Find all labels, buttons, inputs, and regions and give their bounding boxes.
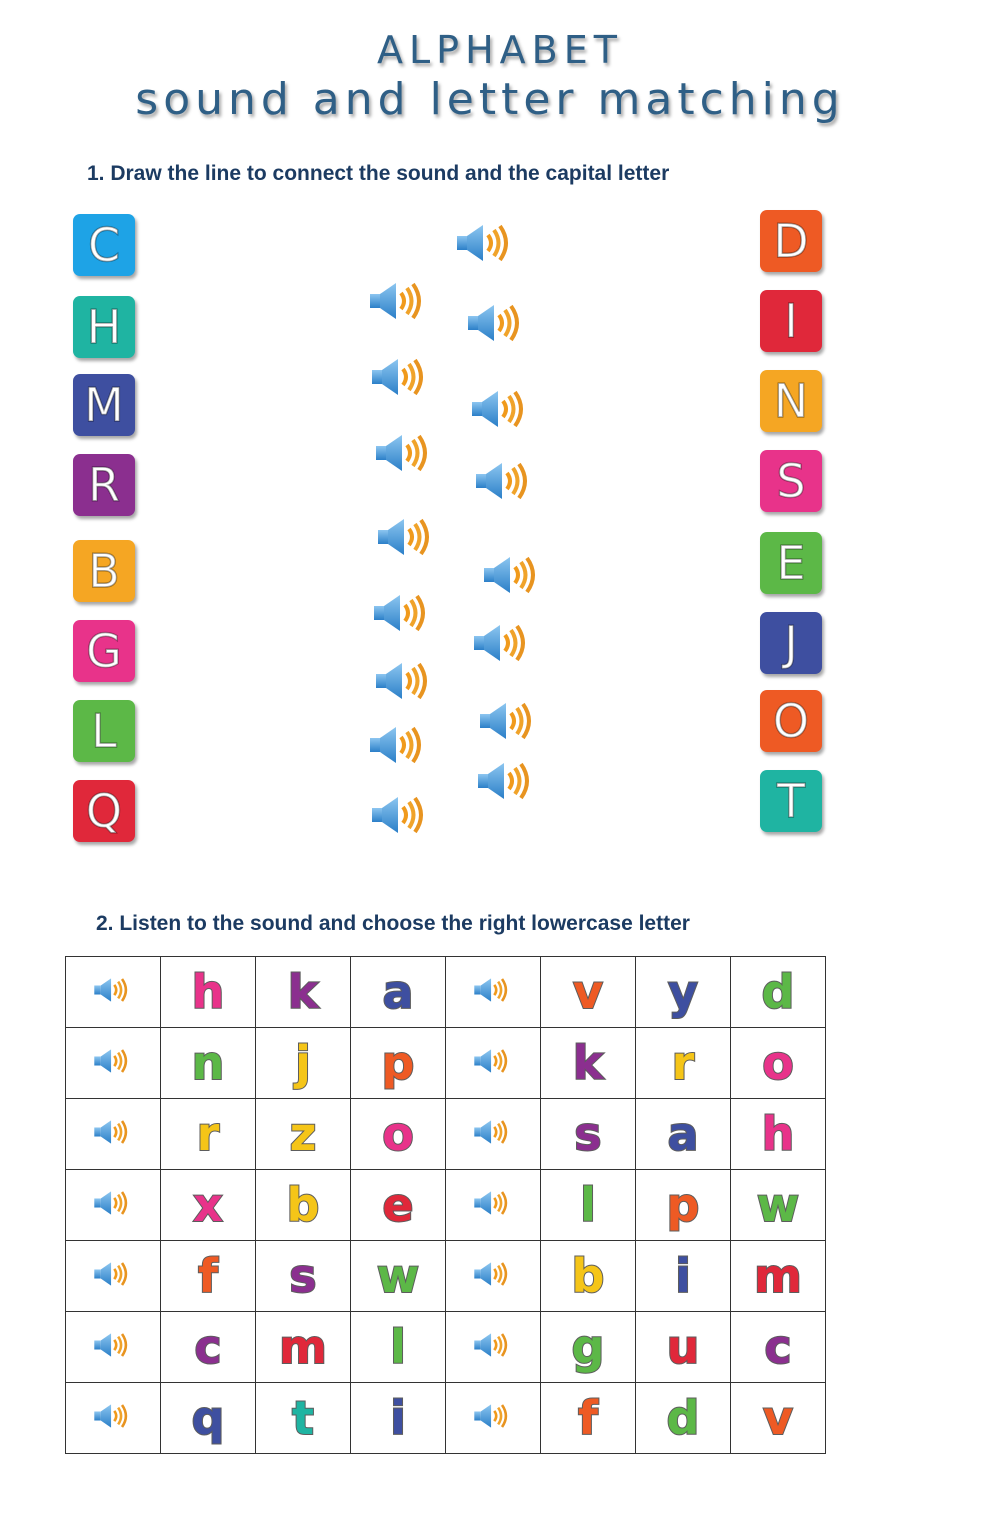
title-line1: ALPHABET (377, 28, 623, 72)
letter-option[interactable]: a (382, 965, 414, 1019)
letter-option[interactable]: b (571, 1249, 605, 1303)
letter-option[interactable]: a (667, 1107, 699, 1161)
speaker-icon[interactable] (66, 957, 161, 1028)
grid-cell[interactable] (351, 1312, 446, 1383)
letter-option[interactable]: k (572, 1036, 604, 1090)
letter-option[interactable]: p (666, 1178, 700, 1232)
tile-t[interactable]: T (760, 770, 822, 832)
speaker-icon[interactable] (370, 794, 432, 836)
grid-cell[interactable] (541, 1170, 636, 1241)
grid-cell[interactable] (161, 1099, 256, 1170)
speaker-icon[interactable] (446, 1312, 541, 1383)
speaker-icon[interactable] (368, 724, 430, 766)
grid-cell[interactable] (161, 957, 256, 1028)
grid-cell[interactable] (636, 1099, 731, 1170)
letter-option[interactable]: m (754, 1249, 802, 1303)
grid-cell[interactable] (351, 1099, 446, 1170)
grid-cell[interactable] (161, 1241, 256, 1312)
grid-cell[interactable] (731, 1312, 826, 1383)
grid-cell[interactable] (541, 1312, 636, 1383)
tile-s[interactable]: S (760, 450, 822, 512)
grid-cell[interactable] (731, 1099, 826, 1170)
title-line2: sound and letter matching (135, 74, 845, 125)
letter-option[interactable]: g (571, 1320, 605, 1374)
grid-cell[interactable] (731, 957, 826, 1028)
speaker-icon[interactable] (372, 592, 434, 634)
grid-row (66, 1099, 826, 1170)
letter-option[interactable]: v (763, 1391, 793, 1445)
letter-option[interactable]: s (574, 1107, 602, 1161)
letter-option[interactable]: o (762, 1036, 794, 1090)
grid-cell[interactable] (541, 1241, 636, 1312)
grid-row (66, 1383, 826, 1454)
grid-cell[interactable] (256, 1028, 351, 1099)
speaker-icon[interactable] (466, 302, 528, 344)
tile-g[interactable]: G (73, 620, 135, 682)
letter-option[interactable]: d (666, 1391, 700, 1445)
letter-option[interactable]: s (289, 1249, 317, 1303)
grid-cell[interactable] (636, 1312, 731, 1383)
speaker-icon[interactable] (482, 554, 544, 596)
speaker-icon[interactable] (476, 760, 538, 802)
letter-option[interactable]: f (197, 1249, 218, 1303)
grid-cell[interactable] (351, 1028, 446, 1099)
letter-option[interactable]: o (382, 1107, 414, 1161)
letter-option[interactable]: f (577, 1391, 598, 1445)
speaker-icon[interactable] (478, 700, 540, 742)
letter-option[interactable]: r (671, 1036, 695, 1090)
grid-cell[interactable] (636, 1383, 731, 1454)
grid-cell[interactable] (161, 1383, 256, 1454)
grid-cell[interactable] (256, 1170, 351, 1241)
tile-h[interactable]: H (73, 296, 135, 358)
letter-option[interactable]: c (764, 1320, 792, 1374)
speaker-icon[interactable] (368, 280, 430, 322)
tile-n[interactable]: N (760, 370, 822, 432)
letter-option[interactable]: l (390, 1320, 406, 1374)
instruction-2: 2. Listen to the sound and choose the right lowercase letter (96, 912, 690, 935)
letter-option[interactable]: m (279, 1320, 327, 1374)
grid-cell[interactable] (351, 1241, 446, 1312)
speaker-icon[interactable] (66, 1312, 161, 1383)
grid-cell[interactable] (351, 957, 446, 1028)
speaker-icon[interactable] (446, 1099, 541, 1170)
tile-e[interactable]: E (760, 532, 822, 594)
letter-option[interactable]: c (194, 1320, 222, 1374)
grid-cell[interactable] (256, 957, 351, 1028)
grid-cell[interactable] (161, 1170, 256, 1241)
speaker-icon[interactable] (66, 1383, 161, 1454)
speaker-icon[interactable] (474, 460, 536, 502)
grid-cell[interactable] (256, 1383, 351, 1454)
tile-q[interactable]: Q (73, 780, 135, 842)
tile-i[interactable]: I (760, 290, 822, 352)
speaker-icon[interactable] (374, 660, 436, 702)
instruction-1: 1. Draw the line to connect the sound and the capital letter (87, 162, 670, 185)
letter-option[interactable]: k (287, 965, 319, 1019)
speaker-icon[interactable] (455, 222, 517, 264)
grid-cell[interactable] (541, 957, 636, 1028)
letter-option[interactable]: w (376, 1249, 420, 1303)
speaker-icon[interactable] (446, 1028, 541, 1099)
letter-option[interactable]: u (666, 1320, 700, 1374)
tile-l[interactable]: L (73, 700, 135, 762)
grid-cell[interactable] (636, 1241, 731, 1312)
grid-row (66, 1028, 826, 1099)
letter-option[interactable]: h (761, 1107, 795, 1161)
letter-option[interactable]: p (381, 1036, 415, 1090)
grid-cell[interactable] (256, 1099, 351, 1170)
tile-b[interactable]: B (73, 540, 135, 602)
tile-c[interactable]: C (73, 214, 135, 276)
tile-j[interactable]: J (760, 612, 822, 674)
speaker-icon[interactable] (470, 388, 532, 430)
grid-cell[interactable] (731, 1170, 826, 1241)
speaker-icon[interactable] (446, 1241, 541, 1312)
speaker-icon[interactable] (370, 356, 432, 398)
letter-option[interactable]: b (286, 1178, 320, 1232)
letter-option[interactable]: l (580, 1178, 596, 1232)
grid-cell[interactable] (731, 1241, 826, 1312)
tile-r[interactable]: R (73, 454, 135, 516)
grid-cell[interactable] (161, 1028, 256, 1099)
grid-cell[interactable] (541, 1383, 636, 1454)
speaker-icon[interactable] (66, 1028, 161, 1099)
letter-option[interactable]: h (191, 965, 225, 1019)
grid-row (66, 1170, 826, 1241)
tile-d[interactable]: D (760, 210, 822, 272)
letter-option[interactable]: e (382, 1178, 414, 1232)
letter-option[interactable]: w (756, 1178, 800, 1232)
tile-m[interactable]: M (73, 374, 135, 436)
tile-o[interactable]: O (760, 690, 822, 752)
grid-cell[interactable] (161, 1312, 256, 1383)
speaker-icon[interactable] (446, 1170, 541, 1241)
speaker-icon[interactable] (472, 622, 534, 664)
grid-cell[interactable] (731, 1028, 826, 1099)
grid-cell[interactable] (636, 1028, 731, 1099)
letter-option[interactable]: q (191, 1391, 225, 1445)
speaker-icon[interactable] (66, 1241, 161, 1312)
grid-cell[interactable] (731, 1383, 826, 1454)
letter-option[interactable]: x (193, 1178, 223, 1232)
speaker-icon[interactable] (446, 1383, 541, 1454)
letter-option[interactable]: i (675, 1249, 691, 1303)
speaker-icon[interactable] (374, 432, 436, 474)
letter-option[interactable]: z (289, 1107, 317, 1161)
speaker-icon[interactable] (376, 516, 438, 558)
speaker-icon[interactable] (66, 1170, 161, 1241)
grid-cell[interactable] (636, 1170, 731, 1241)
grid-row (66, 957, 826, 1028)
letter-option[interactable]: t (292, 1391, 314, 1445)
speaker-icon[interactable] (446, 957, 541, 1028)
speaker-icon[interactable] (66, 1099, 161, 1170)
letter-option[interactable]: r (196, 1107, 220, 1161)
letter-option[interactable]: i (390, 1391, 406, 1445)
grid-cell[interactable] (541, 1099, 636, 1170)
grid-row (66, 1312, 826, 1383)
grid-row (66, 1241, 826, 1312)
letter-option[interactable]: n (191, 1036, 225, 1090)
letter-option[interactable]: v (573, 965, 603, 1019)
letter-option[interactable]: d (761, 965, 795, 1019)
grid-cell[interactable] (256, 1312, 351, 1383)
letter-option[interactable]: y (668, 965, 698, 1019)
grid-cell[interactable] (636, 957, 731, 1028)
grid-cell[interactable] (541, 1028, 636, 1099)
letter-option[interactable]: j (295, 1036, 311, 1090)
grid-cell[interactable] (256, 1241, 351, 1312)
lowercase-grid (65, 956, 826, 1454)
grid-cell[interactable] (351, 1383, 446, 1454)
grid-cell[interactable] (351, 1170, 446, 1241)
